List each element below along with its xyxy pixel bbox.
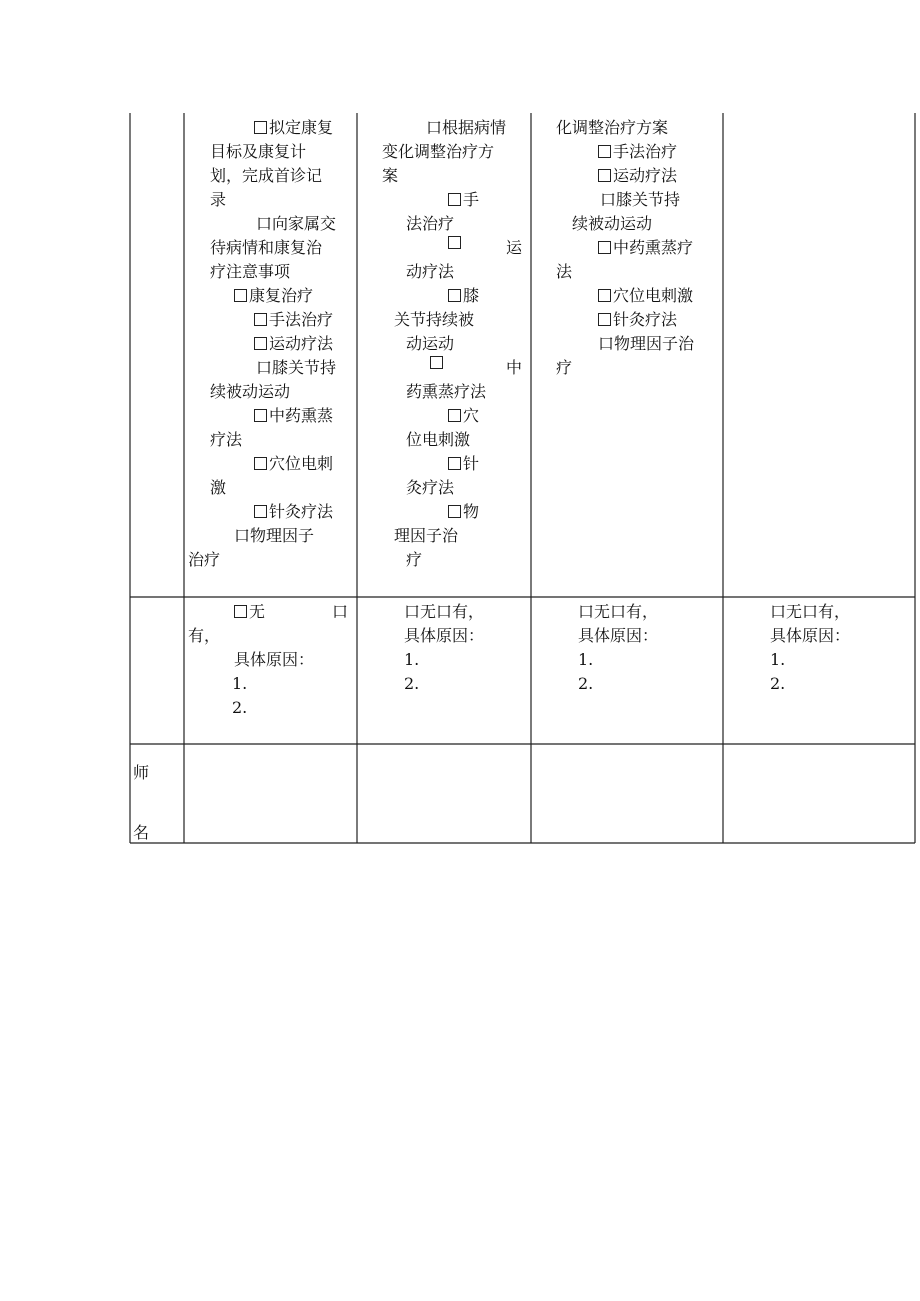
checkbox-icon bbox=[598, 241, 611, 254]
checkbox-icon bbox=[598, 289, 611, 302]
checkbox-icon bbox=[448, 457, 461, 470]
treatment-cell-2: 口根据病情 变化调整治疗方 案 手 法治疗 运 动疗法 膝 关节持续被 动运动 中 药熏蒸疗法 穴 位电刺激 针 灸疗法 物 理因子治 疗 bbox=[382, 118, 522, 569]
checkbox-icon bbox=[254, 505, 267, 518]
checkbox-icon bbox=[448, 193, 461, 206]
checkbox-icon bbox=[598, 145, 611, 158]
sign-label-bottom: 名 bbox=[133, 823, 150, 842]
checkbox-icon bbox=[234, 605, 247, 618]
checkbox-icon bbox=[254, 457, 267, 470]
variation-cell-4: 口无口有， 具体原因： 1. 2. bbox=[770, 602, 851, 693]
checkbox-icon bbox=[598, 169, 611, 182]
checkbox-icon bbox=[254, 409, 267, 422]
variation-cell-2: 口无口有， 具体原因： 1. 2. bbox=[404, 602, 485, 693]
checkbox-icon bbox=[234, 289, 247, 302]
checkbox-icon bbox=[448, 236, 461, 249]
checkbox-icon bbox=[430, 356, 443, 369]
checkbox-icon bbox=[448, 409, 461, 422]
checkbox-icon bbox=[254, 121, 267, 134]
checkbox-icon bbox=[598, 313, 611, 326]
signature-field-1[interactable] bbox=[185, 745, 356, 842]
signature-field-4[interactable] bbox=[724, 745, 914, 842]
variation-cell-3: 口无口有， 具体原因： 1. 2. bbox=[578, 602, 659, 693]
treatment-cell-1: 拟定康复 目标及康复计 划，完成首诊记 录 口向家属交 待病情和康复治 疗注意事项 康复治疗 手法治疗 运动疗法 口膝关节持 续被动运动 中药熏蒸 疗法 穴位电刺 激 针灸疗法 口物理因子 治疗 bbox=[188, 118, 337, 569]
treatment-cell-3: 化调整治疗方案 手法治疗 运动疗法 口膝关节持 续被动运动 中药熏蒸疗 法 穴位电刺激 针灸疗法 口物理因子治 疗 bbox=[556, 118, 695, 377]
variation-cell-1: 无 口 有， 具体原因： 1. 2. bbox=[188, 602, 348, 717]
signature-field-3[interactable] bbox=[532, 745, 722, 842]
checkbox-icon bbox=[448, 289, 461, 302]
sign-label-top: 师 bbox=[133, 763, 150, 782]
checkbox-icon bbox=[254, 337, 267, 350]
checkbox-icon bbox=[448, 505, 461, 518]
signature-field-2[interactable] bbox=[358, 745, 530, 842]
checkbox-icon bbox=[254, 313, 267, 326]
